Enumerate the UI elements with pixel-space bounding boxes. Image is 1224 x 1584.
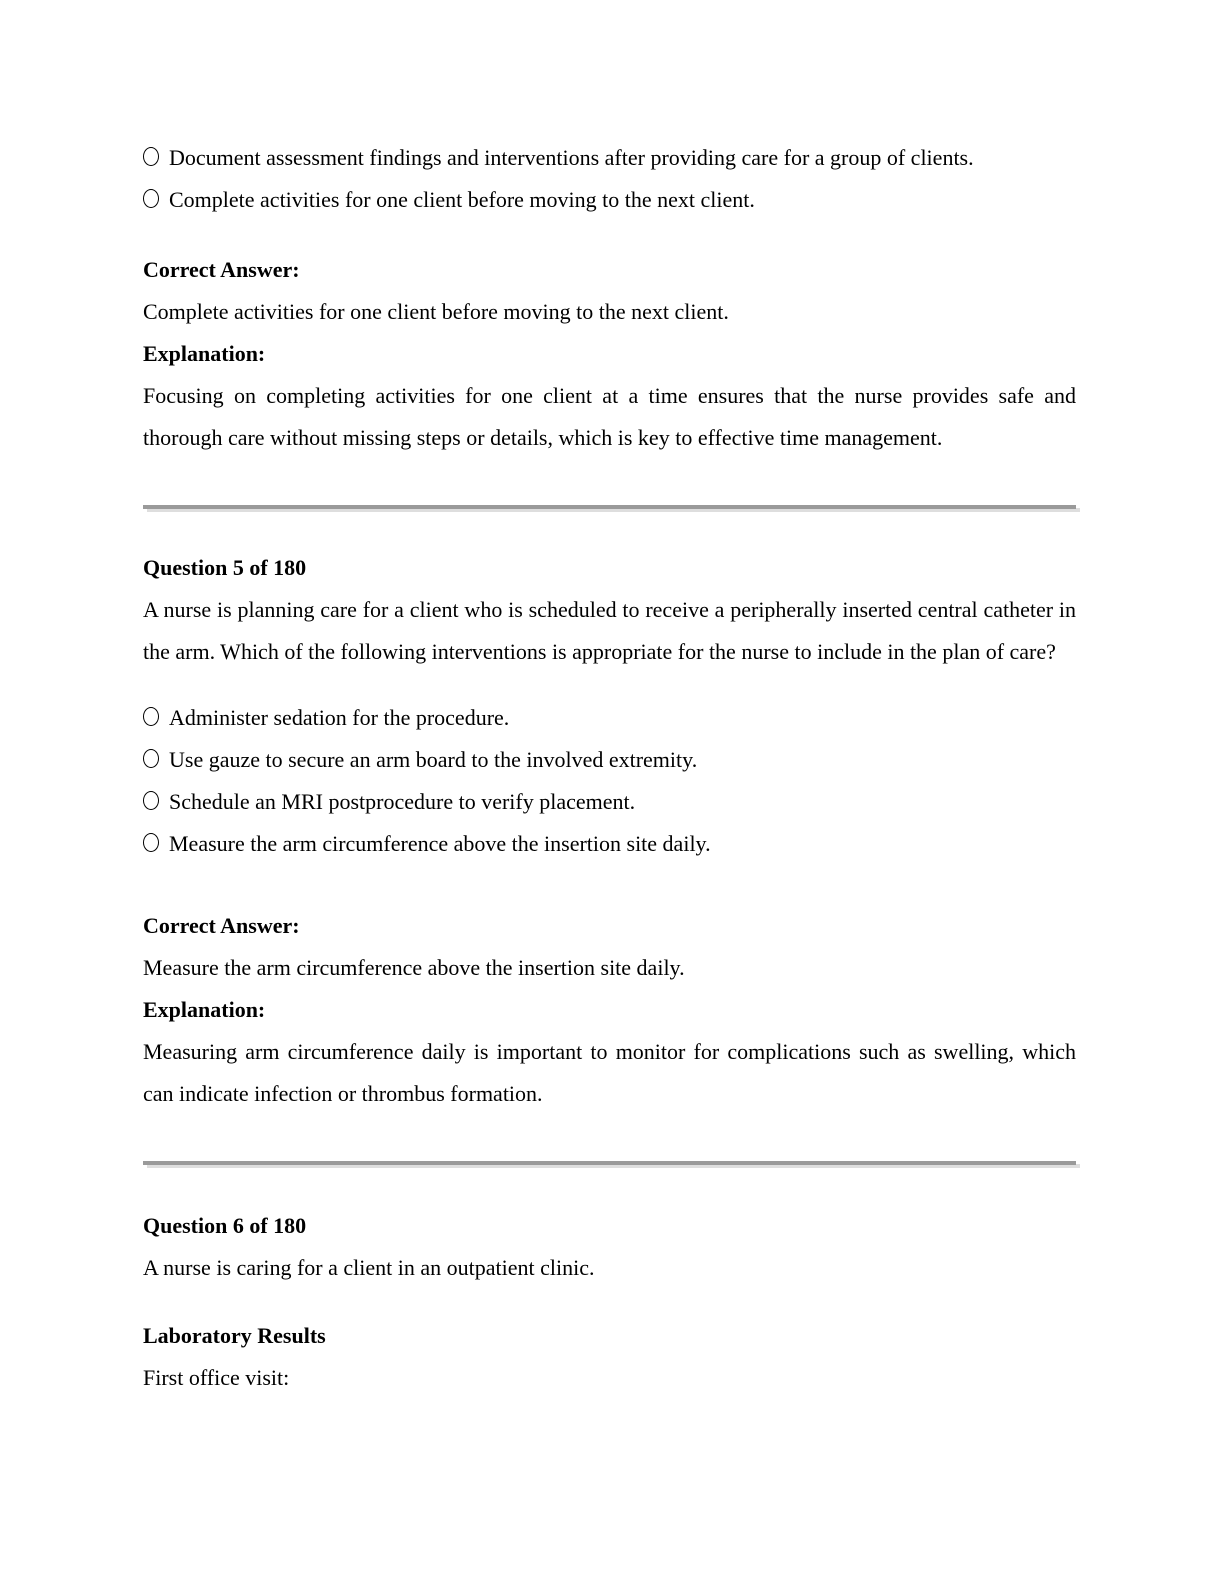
first-visit-label: First office visit: [143, 1365, 290, 1390]
section-divider [143, 505, 1076, 509]
answer-option-label: Document assessment findings and interventions after providing care for a group of clients. [169, 145, 974, 170]
answer-option[interactable] [143, 823, 1076, 865]
question5-section [143, 547, 1076, 1115]
lab-results-heading: Laboratory Results [143, 1323, 326, 1348]
question-number-heading: Question 5 of 180 [143, 555, 307, 580]
answer-option-label: Complete activities for one client before moving to the next client. [169, 187, 755, 212]
radio-button-icon[interactable] [143, 147, 159, 166]
radio-button-icon[interactable] [143, 749, 159, 768]
question-stem: A nurse is planning care for a client who is scheduled to receive a peripherally inserted central catheter in the arm. Which of the following interventions is appropriate for the nurse to include in the plan of care? [143, 597, 1076, 664]
answer-option[interactable] [143, 697, 1076, 739]
answer-option[interactable] [143, 179, 1076, 221]
answer-option-label: Schedule an MRI postprocedure to verify placement. [169, 789, 636, 814]
previous-question-section [143, 137, 1076, 459]
radio-button-icon[interactable] [143, 189, 159, 208]
answer-option[interactable] [143, 739, 1076, 781]
answer-option-label: Use gauze to secure an arm board to the involved extremity. [169, 747, 698, 772]
correct-answer-text: Complete activities for one client before moving to the next client. [143, 299, 729, 324]
explanation-heading: Explanation: [143, 997, 266, 1022]
answer-option[interactable] [143, 781, 1076, 823]
explanation-text: Measuring arm circumference daily is important to monitor for complications such as swelling, which can indicate infection or thrombus formation. [143, 1039, 1076, 1106]
correct-answer-heading: Correct Answer: [143, 913, 300, 938]
question-stem: A nurse is caring for a client in an outpatient clinic. [143, 1255, 595, 1280]
question-number-heading: Question 6 of 180 [143, 1213, 307, 1238]
page-content [143, 137, 1076, 1399]
section-divider [143, 1161, 1076, 1165]
radio-button-icon[interactable] [143, 833, 159, 852]
radio-button-icon[interactable] [143, 791, 159, 810]
answer-option-label: Measure the arm circumference above the insertion site daily. [169, 831, 711, 856]
correct-answer-heading: Correct Answer: [143, 257, 300, 282]
explanation-heading: Explanation: [143, 341, 266, 366]
answer-option-label: Administer sedation for the procedure. [169, 705, 510, 730]
answer-option[interactable] [143, 137, 1076, 179]
radio-button-icon[interactable] [143, 707, 159, 726]
correct-answer-text: Measure the arm circumference above the insertion site daily. [143, 955, 685, 980]
explanation-text: Focusing on completing activities for one client at a time ensures that the nurse provides safe and thorough care without missing steps or details, which is key to effective time management. [143, 383, 1076, 450]
answer-options-group [143, 697, 1076, 865]
question6-section [143, 1205, 1076, 1399]
